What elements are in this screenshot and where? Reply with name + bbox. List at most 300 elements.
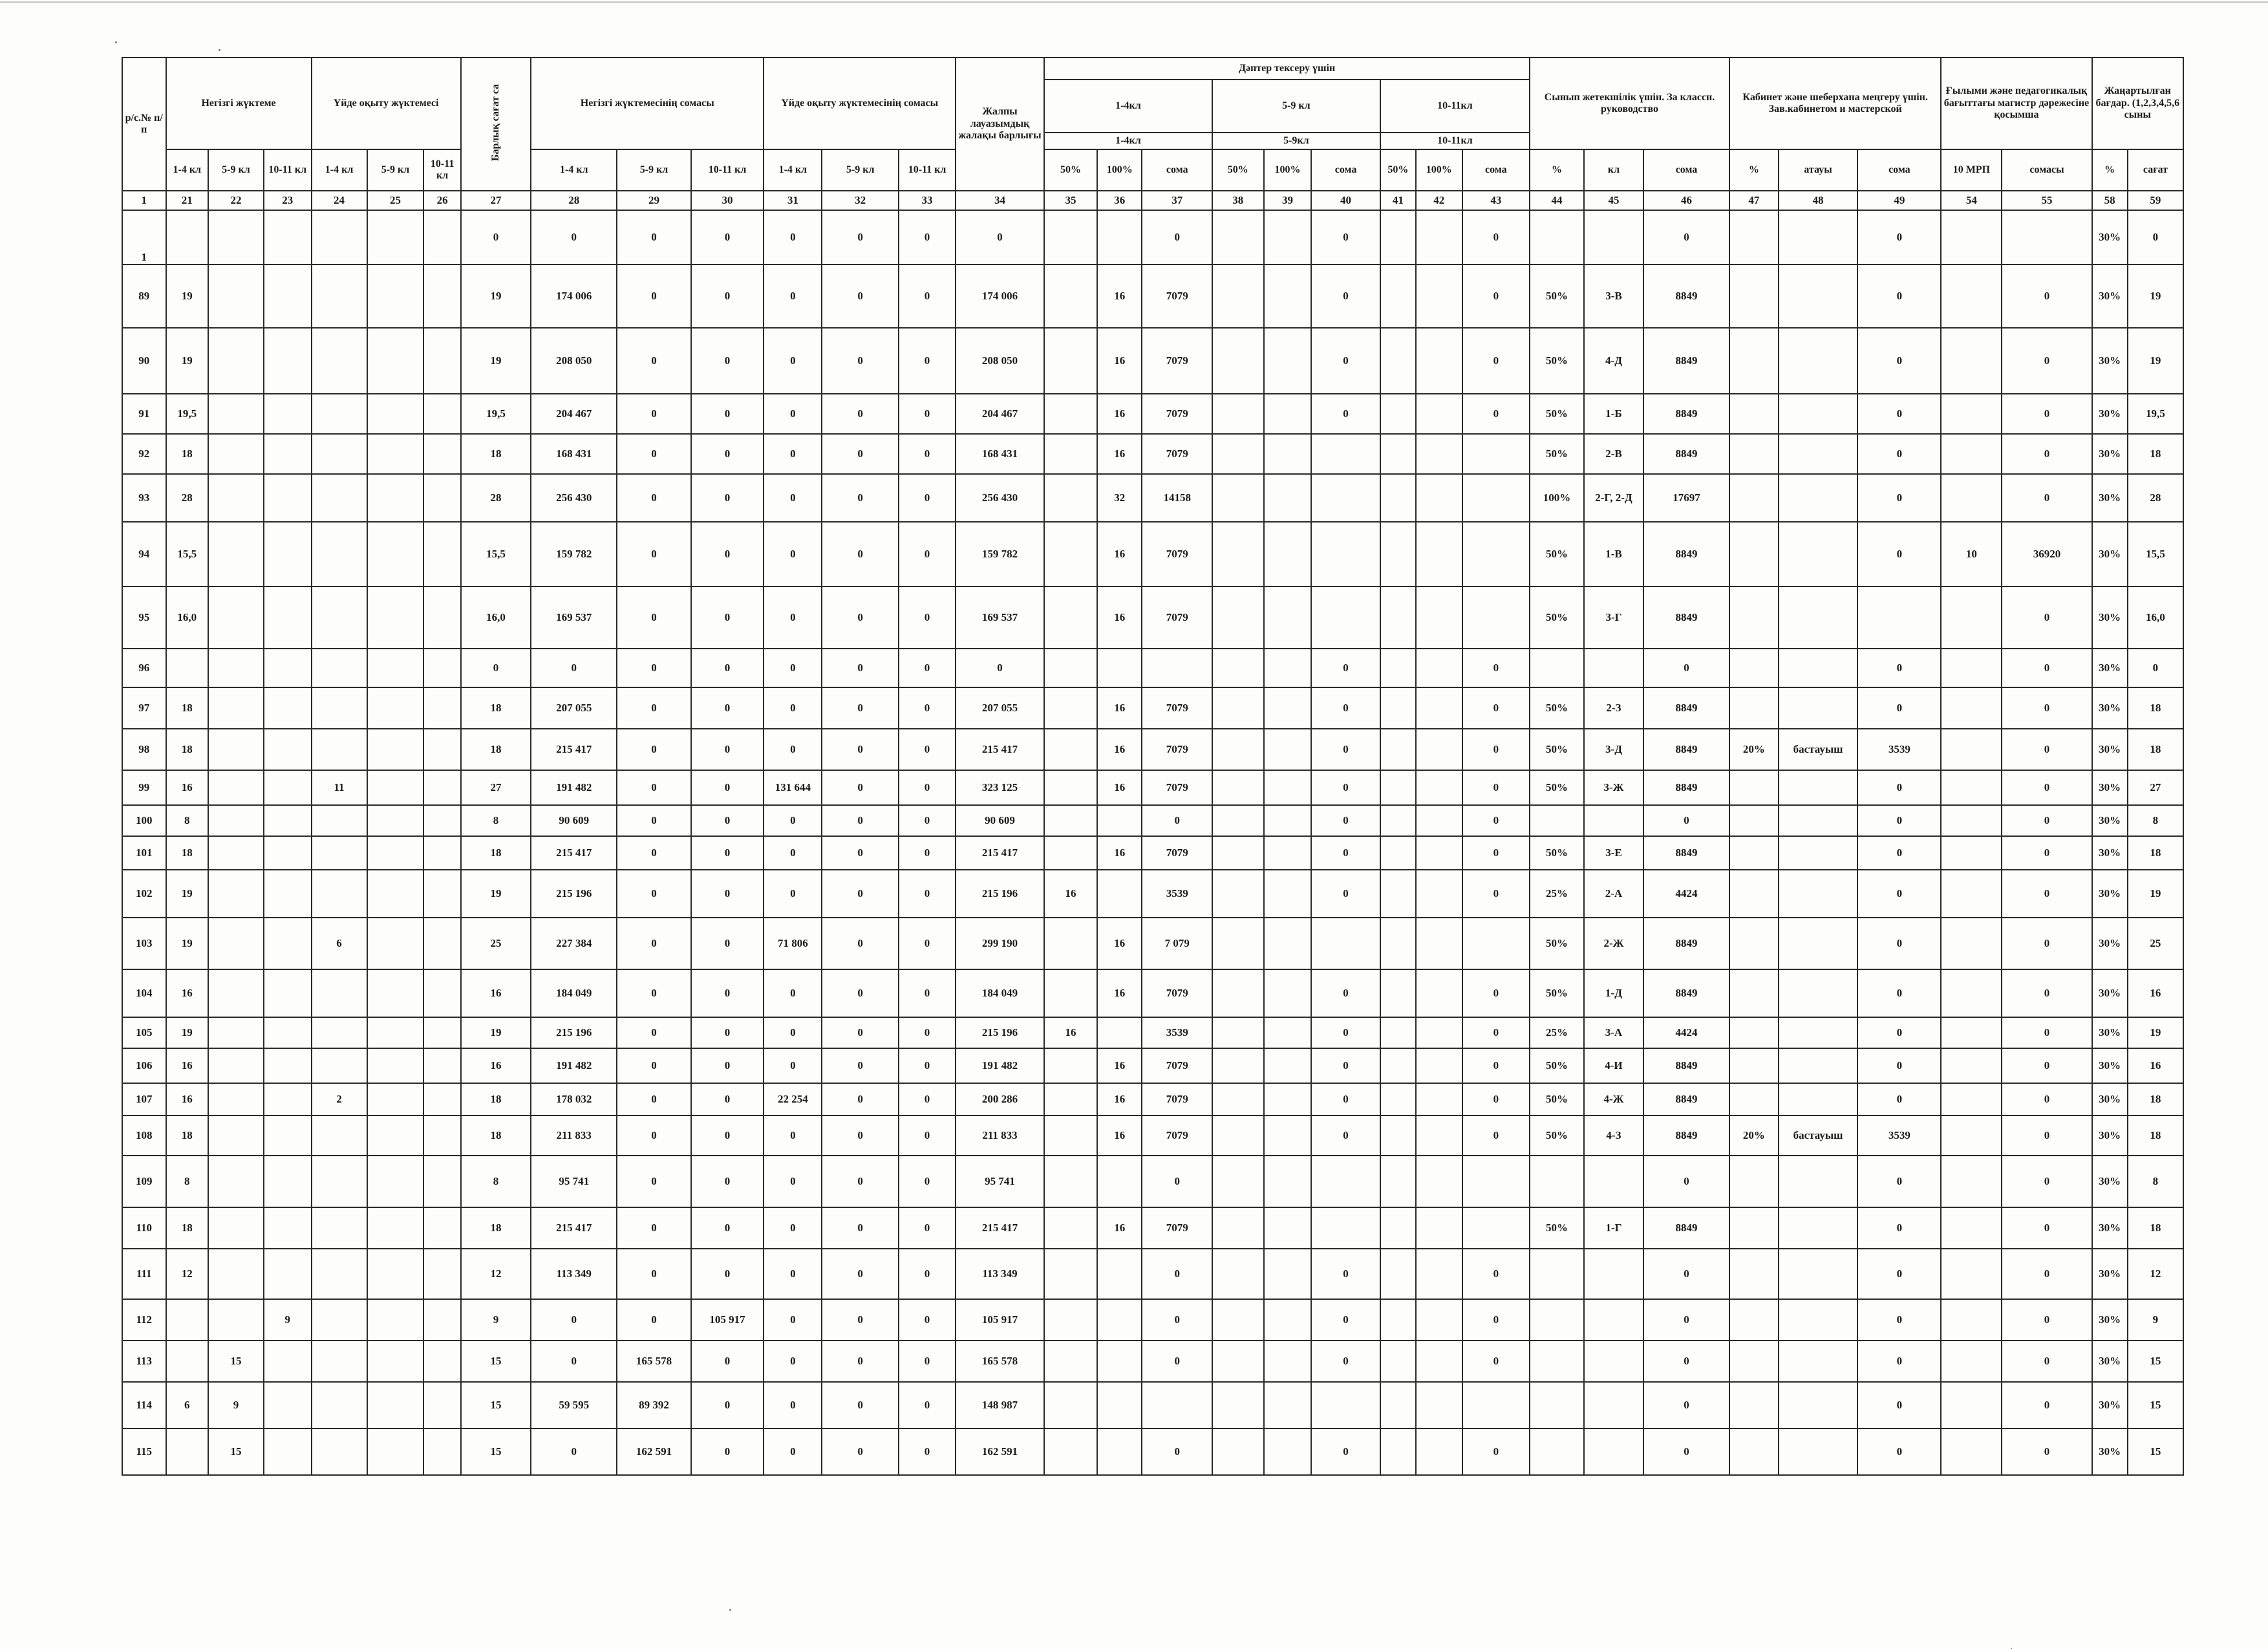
column-number: 28 [531,191,617,210]
table-cell [1380,770,1416,805]
table-cell [264,394,312,434]
table-cell: 16 [461,969,531,1017]
table-cell [1380,474,1416,522]
table-cell [1044,328,1097,394]
table-cell: 0 [1857,264,1941,328]
table-cell [1941,1382,2002,1428]
table-cell: 16 [1097,770,1142,805]
table-cell: 256 430 [531,474,617,522]
table-cell: 0 [691,1048,764,1083]
table-cell [367,434,424,474]
table-cell [1779,264,1858,328]
table-cell: 0 [1142,1299,1212,1341]
table-cell: 30% [2092,1341,2128,1382]
table-cell: 104 [122,969,166,1017]
table-cell: 0 [617,649,691,687]
hdr-total-hours [461,58,531,191]
table-cell: 30% [2092,1156,2128,1207]
table-cell: 0 [899,1048,956,1083]
table-cell [1941,805,2002,836]
table-cell: 8849 [1643,328,1729,394]
table-cell [367,969,424,1017]
table-cell: 0 [1311,1341,1380,1382]
table-cell [1416,210,1462,264]
table-cell: 0 [764,1428,822,1475]
table-cell: 105 917 [691,1299,764,1341]
table-cell [1416,264,1462,328]
table-cell [312,210,367,264]
table-cell: 0 [1462,1249,1530,1299]
table-cell [1380,687,1416,729]
table-cell [1264,918,1312,969]
hdr-home-load: Үйде оқыту жүктемесі [312,58,461,149]
table-cell: 3539 [1142,1017,1212,1048]
table-cell [1416,836,1462,870]
table-cell: 15 [461,1341,531,1382]
table-cell [1380,969,1416,1017]
table-cell [1416,1048,1462,1083]
table-cell: 25 [2128,918,2183,969]
table-cell [1264,474,1312,522]
table-cell: 50% [1530,729,1584,770]
table-cell: 227 384 [531,918,617,969]
table-cell: 30% [2092,522,2128,587]
table-cell: 0 [1462,805,1530,836]
column-number: 45 [1584,191,1643,210]
table-cell: 98 [122,729,166,770]
table-cell [1044,836,1097,870]
table-cell: 0 [1643,1341,1729,1382]
table-cell [1380,1048,1416,1083]
table-cell [1941,328,2002,394]
table-cell [1729,474,1779,522]
hdr-sub: 5-9 кл [617,149,691,191]
hdr-notebook-check: Дәптер тексеру үшін [1044,58,1530,80]
table-cell: 18 [166,1116,208,1156]
column-number: 37 [1142,191,1212,210]
table-cell: 0 [617,210,691,264]
table-cell [264,770,312,805]
table-cell [1212,805,1264,836]
table-cell [1264,687,1312,729]
table-row [122,1428,2183,1475]
table-cell [312,1116,367,1156]
table-cell [367,587,424,649]
table-cell: 0 [531,210,617,264]
table-cell [423,1156,460,1207]
table-cell [264,264,312,328]
table-cell: 0 [691,1341,764,1382]
table-cell: 0 [1857,1017,1941,1048]
table-cell [1044,1156,1097,1207]
table-cell [1779,328,1858,394]
table-cell: 30% [2092,1249,2128,1299]
table-cell [1212,1428,1264,1475]
table-cell [1380,1207,1416,1249]
table-cell: 0 [1857,522,1941,587]
table-cell: 215 196 [956,870,1044,918]
table-cell: 0 [1857,1341,1941,1382]
table-cell [1044,264,1097,328]
table-cell [423,1017,460,1048]
table-cell: 0 [691,770,764,805]
table-cell [423,522,460,587]
table-cell [208,836,264,870]
table-cell: 0 [1311,969,1380,1017]
table-cell: 16 [1097,587,1142,649]
table-cell [1941,649,2002,687]
table-cell: 50% [1530,434,1584,474]
table-cell [423,770,460,805]
table-cell: 19,5 [2128,394,2183,434]
table-cell: 0 [764,522,822,587]
table-cell [423,328,460,394]
table-cell: 0 [822,587,899,649]
table-cell: 0 [1857,969,1941,1017]
table-cell: 208 050 [531,328,617,394]
table-cell: 0 [899,1156,956,1207]
table-cell: 22 254 [764,1083,822,1116]
table-cell: 0 [2002,649,2091,687]
table-cell: 30% [2092,918,2128,969]
table-cell: 50% [1530,1116,1584,1156]
table-cell [1462,918,1530,969]
teacher-salary-table [122,57,2184,1476]
table-cell: 19 [461,870,531,918]
table-cell [264,1382,312,1428]
table-cell: 105 [122,1017,166,1048]
table-cell [1530,210,1584,264]
table-cell: 100% [1530,474,1584,522]
table-cell: 215 196 [531,1017,617,1048]
table-cell [1380,729,1416,770]
column-number: 43 [1462,191,1530,210]
table-cell [208,474,264,522]
table-cell: 0 [764,264,822,328]
table-cell [264,1341,312,1382]
table-cell [1044,687,1097,729]
table-cell [1416,1017,1462,1048]
salary-table-container [122,57,2184,1476]
table-cell: 17697 [1643,474,1729,522]
column-number: 38 [1212,191,1264,210]
table-cell: 0 [764,1017,822,1048]
table-cell [423,918,460,969]
table-cell [1212,328,1264,394]
table-cell [1264,1341,1312,1382]
table-cell [1044,474,1097,522]
table-cell [1044,1382,1097,1428]
hdr-sub: % [2092,149,2128,191]
table-cell [264,1428,312,1475]
table-cell: 0 [2002,1249,2091,1299]
table-cell [367,1249,424,1299]
table-cell: 0 [617,805,691,836]
column-number: 1 [122,191,166,210]
table-cell: 16 [2128,1048,2183,1083]
table-cell: 8 [2128,805,2183,836]
table-cell: 0 [899,1017,956,1048]
table-cell: 0 [2002,918,2091,969]
table-cell [423,1116,460,1156]
table-cell: 0 [1311,1116,1380,1156]
table-cell: бастауыш [1779,1116,1858,1156]
table-cell: 4-Д [1584,328,1643,394]
table-cell: 0 [691,1017,764,1048]
table-cell [1044,394,1097,434]
table-cell: 106 [122,1048,166,1083]
table-cell [1212,870,1264,918]
table-cell: 15,5 [166,522,208,587]
table-cell [312,328,367,394]
table-cell: 148 987 [956,1382,1044,1428]
table-cell [208,264,264,328]
table-cell [264,729,312,770]
table-cell: 19 [461,328,531,394]
table-cell [1729,770,1779,805]
hdr-row-number: р/с.№ п/п [122,58,166,191]
table-cell [312,264,367,328]
column-number: 30 [691,191,764,210]
table-cell: 7079 [1142,1207,1212,1249]
table-cell: 18 [461,1083,531,1116]
table-cell: 0 [2002,1083,2091,1116]
table-cell [1380,434,1416,474]
table-cell: 30% [2092,836,2128,870]
table-cell [1779,394,1858,434]
hdr-cabinet: Кабинет және шеберхана меңгеру үшін. Зав.кабинетом и мастерской [1729,58,1941,149]
hdr-nb-sub-10-11: 10-11кл [1380,133,1530,149]
table-cell: 0 [822,474,899,522]
table-cell: 3539 [1857,1116,1941,1156]
table-cell [1779,587,1858,649]
table-cell [1212,474,1264,522]
table-cell: 0 [617,1207,691,1249]
table-cell [312,1299,367,1341]
table-cell: 15 [2128,1428,2183,1475]
table-cell: 0 [822,1156,899,1207]
table-cell: 89 [122,264,166,328]
table-cell: 0 [1857,1156,1941,1207]
table-cell [1044,805,1097,836]
table-cell: 0 [1857,687,1941,729]
table-cell: 91 [122,394,166,434]
table-cell: 0 [2002,1382,2091,1428]
table-cell: 215 417 [956,1207,1044,1249]
table-cell: 0 [764,729,822,770]
table-cell [264,210,312,264]
hdr-sub: сағат [2128,149,2183,191]
table-cell: 3-В [1584,264,1643,328]
table-cell: 30% [2092,1382,2128,1428]
table-cell: 0 [764,1116,822,1156]
table-cell: 71 806 [764,918,822,969]
column-number: 47 [1729,191,1779,210]
table-cell [1941,210,2002,264]
table-cell: 15 [461,1428,531,1475]
table-cell [1530,1156,1584,1207]
table-cell: 0 [691,1382,764,1428]
table-cell [1941,836,2002,870]
table-cell [1380,1156,1416,1207]
table-cell [1264,394,1312,434]
table-cell: 0 [617,474,691,522]
table-cell: 16 [166,969,208,1017]
table-cell: 0 [617,1048,691,1083]
table-cell [367,1299,424,1341]
table-cell [312,649,367,687]
table-cell [423,1341,460,1382]
table-cell: 0 [1462,328,1530,394]
table-cell: 0 [617,1156,691,1207]
table-cell [1941,770,2002,805]
table-cell: 50% [1530,522,1584,587]
table-cell: 0 [2002,1299,2091,1341]
table-cell: 30% [2092,770,2128,805]
table-cell [1416,687,1462,729]
table-cell: 0 [2002,870,2091,918]
table-cell [1264,1156,1312,1207]
table-cell [423,649,460,687]
table-row [122,770,2183,805]
table-cell: 0 [1857,394,1941,434]
table-cell: 12 [2128,1249,2183,1299]
table-cell: 0 [617,1116,691,1156]
table-cell: 15 [2128,1341,2183,1382]
column-number: 49 [1857,191,1941,210]
table-cell: 50% [1530,687,1584,729]
table-cell: 0 [764,210,822,264]
table-cell: 19 [2128,1017,2183,1048]
table-cell [1212,1207,1264,1249]
table-cell [423,729,460,770]
table-cell [208,434,264,474]
table-cell [1416,1116,1462,1156]
table-cell [367,1428,424,1475]
table-cell: 2-З [1584,687,1643,729]
table-cell [1380,1299,1416,1341]
table-cell: 8849 [1643,1207,1729,1249]
table-cell: 0 [899,969,956,1017]
table-cell: 0 [2002,264,2091,328]
table-cell [312,1382,367,1428]
table-cell: 0 [1462,1428,1530,1475]
table-cell: 30% [2092,969,2128,1017]
hdr-nb-5-9: 5-9 кл [1212,80,1380,133]
table-cell [1264,264,1312,328]
table-cell [1584,805,1643,836]
table-cell [208,1249,264,1299]
table-cell [1264,587,1312,649]
table-cell: 59 595 [531,1382,617,1428]
table-cell [1416,1207,1462,1249]
table-cell: 131 644 [764,770,822,805]
table-cell: 30% [2092,1017,2128,1048]
table-cell: 0 [1857,1048,1941,1083]
table-cell: 97 [122,687,166,729]
table-cell [1941,1428,2002,1475]
table-cell: 19 [166,1017,208,1048]
table-cell [1941,1207,2002,1249]
table-cell: 99 [122,770,166,805]
table-cell [264,1083,312,1116]
table-cell [367,729,424,770]
column-number: 35 [1044,191,1097,210]
table-cell: 0 [2002,1017,2091,1048]
table-cell [1212,1299,1264,1341]
table-cell: 10 [1941,522,2002,587]
scan-speck [219,49,220,51]
hdr-sub: % [1729,149,1779,191]
table-cell: 0 [1857,210,1941,264]
table-cell: 0 [899,474,956,522]
table-cell: 18 [461,1116,531,1156]
table-cell: 25% [1530,1017,1584,1048]
table-cell: 7079 [1142,729,1212,770]
table-cell: 15 [461,1382,531,1428]
table-cell: 16 [1097,729,1142,770]
table-row [122,649,2183,687]
table-cell [208,210,264,264]
table-cell: 0 [899,918,956,969]
table-cell [423,264,460,328]
table-cell [1729,1207,1779,1249]
table-cell: 208 050 [956,328,1044,394]
table-cell: 0 [2002,836,2091,870]
table-cell: 19,5 [166,394,208,434]
table-cell: 0 [1462,264,1530,328]
table-cell: 0 [899,770,956,805]
table-cell: 50% [1530,770,1584,805]
table-cell: 0 [531,1428,617,1475]
table-cell [1729,1428,1779,1475]
table-cell [1729,587,1779,649]
table-cell: 215 417 [956,729,1044,770]
table-cell: 0 [822,729,899,770]
table-cell: 16 [1097,522,1142,587]
table-cell [1264,1299,1312,1341]
table-cell [1584,1299,1643,1341]
table-row [122,394,2183,434]
table-cell [1941,394,2002,434]
table-cell: 18 [166,729,208,770]
table-cell: 0 [617,1083,691,1116]
table-cell: 0 [822,1382,899,1428]
table-cell [1462,434,1530,474]
table-cell: 0 [822,1428,899,1475]
table-cell: 323 125 [956,770,1044,805]
table-cell: 8849 [1643,687,1729,729]
table-cell: 30% [2092,587,2128,649]
table-cell: 95 [122,587,166,649]
table-cell: 15,5 [2128,522,2183,587]
table-cell: 19 [461,1017,531,1048]
table-cell: 27 [2128,770,2183,805]
column-number: 58 [2092,191,2128,210]
table-cell [208,1048,264,1083]
hdr-sub: сома [1857,149,1941,191]
table-cell [1380,587,1416,649]
table-cell [1311,1382,1380,1428]
hdr-sub: сома [1643,149,1729,191]
table-cell: 18 [461,1207,531,1249]
table-cell [1729,918,1779,969]
scan-speck [729,1609,731,1611]
table-cell [1779,687,1858,729]
table-cell [1462,1382,1530,1428]
table-cell: 111 [122,1249,166,1299]
table-cell: 0 [764,836,822,870]
